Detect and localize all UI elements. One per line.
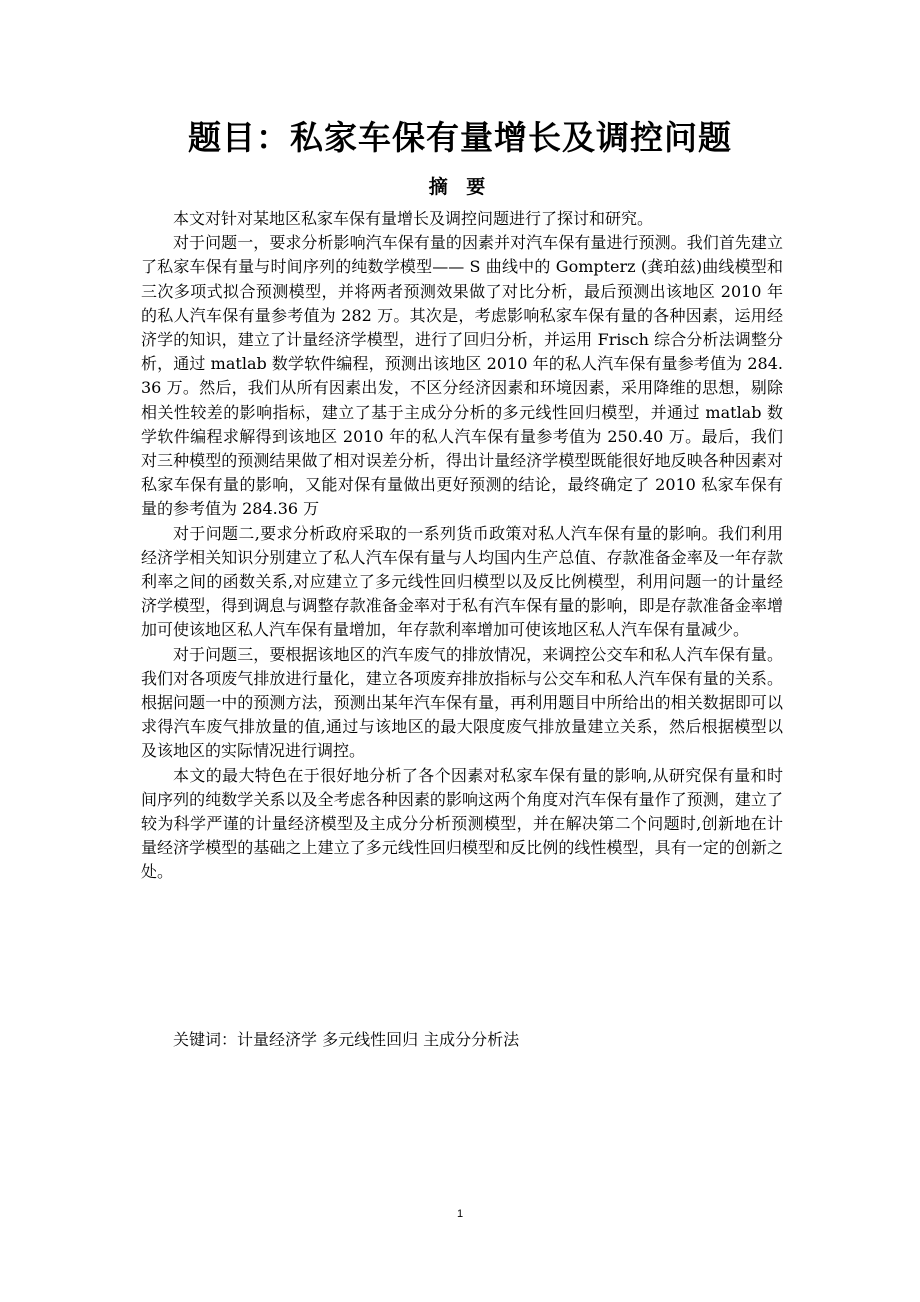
- page-title: 题目：私家车保有量增长及调控问题: [188, 118, 732, 157]
- paragraph-intro: 本文对针对某地区私家车保有量增长及调控问题进行了探讨和研究。: [173, 209, 654, 228]
- paragraph-problem-three: 对于问题三，要根据该地区的汽车废气的排放情况，来调控公交车和私人汽车保有量。我们对各项废气排放进行量化，建立各项废弃排放指标与公交车和私人汽车保有量的关系。根据问题一中的预测方法，预测出某年汽车保有量，再利用题目中所给出的相关数据即可以求得汽车废气排放量的值,通过与该地区的最大限度废气排放量建立关系，然后根据模型以及该地区的实际情况进行调控。: [141, 644, 783, 761]
- abstract-body: [141, 207, 783, 885]
- abstract-heading: 摘 要: [428, 176, 492, 198]
- paragraph-highlights: 本文的最大特色在于很好地分析了各个因素对私家车保有量的影响,从研究保有量和时间序列的纯数学关系以及全考虑各种因素的影响这两个角度对汽车保有量作了预测，建立了较为科学严谨的计量经济模型及主成分分析预测模型，并在解决第二个问题时,创新地在计量经济学模型的基础之上建立了多元线性回归模型和反比例的线性模型，具有一定的创新之处。: [141, 765, 783, 882]
- page-number: 1: [456, 1208, 464, 1220]
- paragraph-problem-one: 对于问题一，要求分析影响汽车保有量的因素并对汽车保有量进行预测。我们首先建立了私家车保有量与时间序列的纯数学模型—— S 曲线中的 Gompterz (龚珀兹)曲线模型和三次多项式拟合预测模型，并将两者预测效果做了对比分析，最后预测出该地区 2010 年的私人汽车保有量参考值为 282 万。其次是，考虑影响私家车保有量的各种因素，运用经济学的知识，建立了计量经济学模型，进行了回归分析，并运用 Frisch 综合分析法调整分析，通过 matlab 数学软件编程，预测出该地区 2010 年的私人汽车保有量参考值为 284.36 万。然后，我们从所有因素出发，不区分经济因素和环境因素，采用降维的思想，剔除相关性较差的影响指标，建立了基于主成分分析的多元线性回归模型，并通过 matlab 数学软件编程求解得到该地区 2010 年的私人汽车保有量参考值为 250.40 万。最后，我们对三种模型的预测结果做了相对误差分析，得出计量经济学模型既能很好地反映各种因素对私家车保有量的影响，又能对保有量做出更好预测的结论，最终确定了 2010 私家车保有量的参考值为 284.36 万: [141, 233, 783, 519]
- keywords-line: 关键词：计量经济学 多元线性回归 主成分分析法: [173, 1030, 520, 1049]
- paragraph-problem-two: 对于问题二,要求分析政府采取的一系列货币政策对私人汽车保有量的影响。我们利用经济学相关知识分别建立了私人汽车保有量与人均国内生产总值、存款准备金率及一年存款利率之间的函数关系,对应建立了多元线性回归模型以及反比例模型，利用问题一的计量经济学模型，得到调息与调整存款准备金率对于私有汽车保有量的影响，即是存款准备金率增加可使该地区私人汽车保有量增加，年存款利率增加可使该地区私人汽车保有量减少。: [141, 523, 783, 640]
